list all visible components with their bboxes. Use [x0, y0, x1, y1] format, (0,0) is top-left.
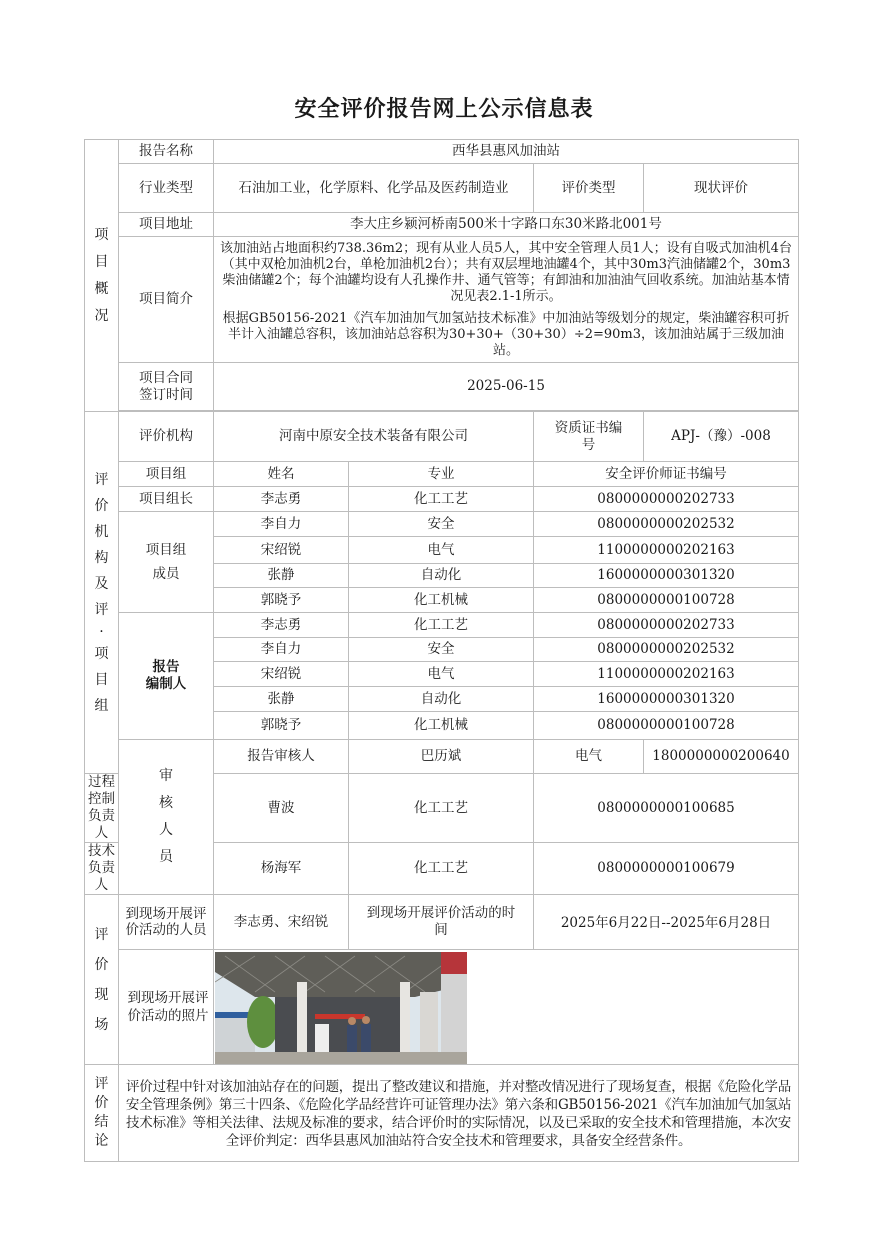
review-major: 化工工艺 — [349, 843, 534, 895]
members-label: 项目组 成员 — [119, 512, 214, 613]
author-major: 自动化 — [349, 687, 534, 712]
intro-label: 项目简介 — [119, 237, 214, 363]
member-cert: 1600000000301320 — [534, 564, 799, 588]
cert-label: 资质证书编 号 — [534, 412, 644, 462]
member-major: 电气 — [349, 537, 534, 564]
intro-paragraph-1: 该加油站占地面积约738.36m2；现有从业人员5人，其中安全管理人员1人；设有自吸式加油机4台（其中双枪加油机2台，单枪加油机2台）；共有双层埋地油罐4个，其中30m3汽油储罐2个，30m3柴油储罐2个；每个油罐均设有人孔操作井、通气管等；有卸油和加油油气回收系统。加油站基本情况见表2.1-1所示。 — [220, 240, 792, 304]
review-name: 曹波 — [214, 774, 349, 843]
site-people-label: 到现场开展评价活动的人员 — [119, 895, 214, 950]
header-cert: 安全评价师证书编号 — [534, 462, 799, 487]
review-name: 杨海军 — [214, 843, 349, 895]
leader-cert: 0800000000202733 — [534, 487, 799, 512]
author-name: 李自力 — [214, 638, 349, 662]
row-team-header — [85, 462, 799, 487]
org-label: 评价机构 — [119, 412, 214, 462]
author-major: 化工工艺 — [349, 613, 534, 638]
contract-label: 项目合同 签订时间 — [119, 363, 214, 411]
row-conclusion — [85, 1065, 799, 1162]
section-conclusion-label: 评 价 结 论 — [85, 1065, 119, 1162]
member-cert: 0800000000202532 — [534, 512, 799, 537]
review-major: 电气 — [534, 740, 644, 774]
site-photo-label: 到现场开展评价活动的照片 — [119, 950, 214, 1065]
row-site-photo — [85, 950, 799, 1065]
review-row — [85, 740, 799, 774]
member-cert: 1100000000202163 — [534, 537, 799, 564]
cert-no: APJ-（豫）-008 — [644, 412, 799, 462]
row-contract — [85, 363, 799, 411]
gas-station-photo-icon — [215, 952, 467, 1064]
leader-label: 项目组长 — [119, 487, 214, 512]
author-cert: 0800000000202733 — [534, 613, 799, 638]
section-org-label: 评 价 机 构 及 评 · 项 目 组 — [85, 412, 119, 774]
site-time: 2025年6月22日--2025年6月28日 — [534, 895, 799, 950]
section-review-label: 审 核 人 员 — [119, 740, 214, 895]
page-title: 安全评价报告网上公示信息表 — [294, 97, 594, 122]
section-overview-label: 项 目 概 况 — [85, 140, 119, 412]
site-people: 李志勇、宋绍锐 — [214, 895, 349, 950]
address-value: 李大庄乡颍河桥南500米十字路口东30米路北001号 — [214, 213, 799, 237]
section-site-label: 评 价 现 场 — [85, 895, 119, 1065]
disclosure-table — [84, 139, 799, 1162]
author-cert: 0800000000100728 — [534, 712, 799, 740]
conclusion-text: 评价过程中针对该加油站存在的问题，提出了整改建议和措施，并对整改情况进行了现场复查，根据《危险化学品安全管理条例》第三十四条、《危险化学品经营许可证管理办法》第六条和GB50156-2021《汽车加油加气加氢站技术标准》等相关法律、法规及标准的要求，结合评价时的实际情况，以及已采取的安全技术和管理措施，本次安全评价判定：西华县惠风加油站符合安全技术和管理要求，具备安全经营条件。 — [119, 1065, 799, 1162]
author-major: 安全 — [349, 638, 534, 662]
industry-value: 石油加工业，化学原料、化学品及医药制造业 — [214, 164, 534, 213]
member-major: 安全 — [349, 512, 534, 537]
leader-name: 李志勇 — [214, 487, 349, 512]
author-cert: 0800000000202532 — [534, 638, 799, 662]
report-name-value: 西华县惠风加油站 — [214, 140, 799, 164]
row-report-name — [85, 140, 799, 164]
member-name: 张静 — [214, 564, 349, 588]
author-name: 宋绍锐 — [214, 662, 349, 687]
author-major: 电气 — [349, 662, 534, 687]
intro-value — [214, 237, 799, 363]
site-photo — [215, 952, 467, 1064]
row-address — [85, 213, 799, 237]
review-cert: 0800000000100679 — [534, 843, 799, 895]
address-label: 项目地址 — [119, 213, 214, 237]
row-org — [85, 412, 799, 462]
author-name: 张静 — [214, 687, 349, 712]
row-industry — [85, 164, 799, 213]
review-cert: 1800000000200640 — [644, 740, 799, 774]
author-cert: 1600000000301320 — [534, 687, 799, 712]
review-name: 巴历斌 — [349, 740, 534, 774]
header-major: 专业 — [349, 462, 534, 487]
author-major: 化工机械 — [349, 712, 534, 740]
report-name-label: 报告名称 — [119, 140, 214, 164]
review-role: 技术负责人 — [85, 843, 119, 895]
org-name: 河南中原安全技术装备有限公司 — [214, 412, 534, 462]
author-cert: 1100000000202163 — [534, 662, 799, 687]
row-site-people — [85, 895, 799, 950]
member-major: 自动化 — [349, 564, 534, 588]
authors-label: 报告 编制人 — [119, 613, 214, 740]
member-name: 郭晓予 — [214, 588, 349, 613]
row-intro — [85, 237, 799, 363]
industry-label: 行业类型 — [119, 164, 214, 213]
site-photo-cell — [214, 950, 799, 1065]
contract-date: 2025-06-15 — [214, 363, 799, 411]
leader-major: 化工工艺 — [349, 487, 534, 512]
member-name: 宋绍锐 — [214, 537, 349, 564]
member-row — [85, 512, 799, 537]
author-name: 郭晓予 — [214, 712, 349, 740]
review-cert: 0800000000100685 — [534, 774, 799, 843]
review-role: 报告审核人 — [214, 740, 349, 774]
review-role: 过程控制 负责人 — [85, 774, 119, 843]
author-row — [85, 613, 799, 638]
eval-type-value: 现状评价 — [644, 164, 799, 213]
header-group: 项目组 — [119, 462, 214, 487]
review-major: 化工工艺 — [349, 774, 534, 843]
site-time-label: 到现场开展评价活动的时间 — [349, 895, 534, 950]
member-major: 化工机械 — [349, 588, 534, 613]
intro-paragraph-2: 根据GB50156-2021《汽车加油加气加氢站技术标准》中加油站等级划分的规定，柴油罐容积可折半计入油罐总容积，该加油站总容积为30+30+（30+30）÷2=90m3，该加油站属于三级加油站。 — [222, 310, 790, 358]
author-name: 李志勇 — [214, 613, 349, 638]
row-leader — [85, 487, 799, 512]
member-name: 李自力 — [214, 512, 349, 537]
header-name: 姓名 — [214, 462, 349, 487]
eval-type-label: 评价类型 — [534, 164, 644, 213]
member-cert: 0800000000100728 — [534, 588, 799, 613]
